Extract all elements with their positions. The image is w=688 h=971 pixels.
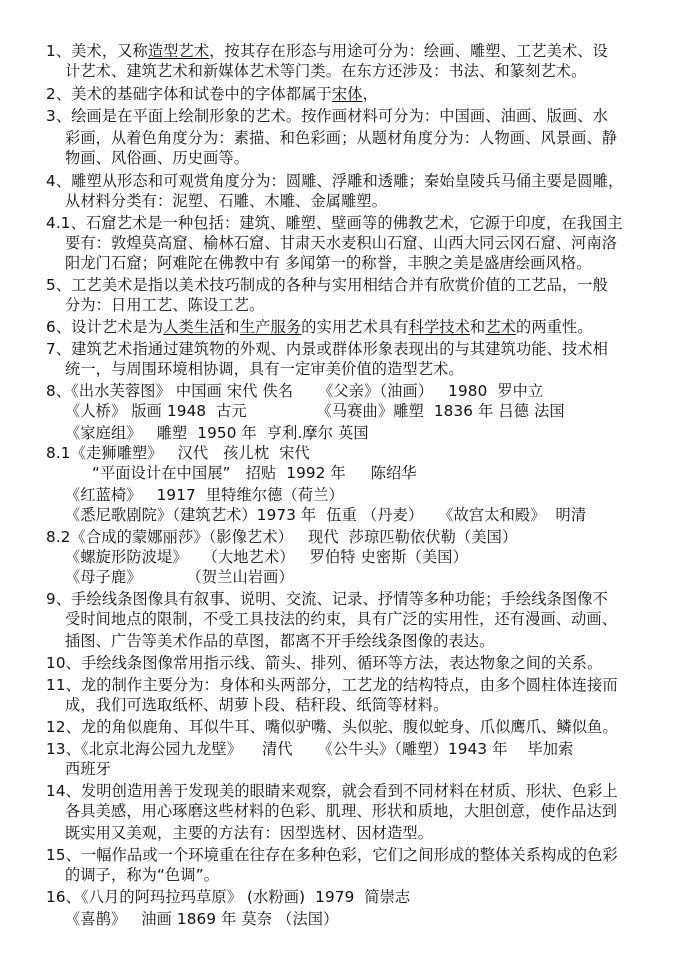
text-line: [65, 505, 586, 525]
text-line: [65, 865, 219, 885]
text-run: 插图、广告等美术作品的草图，都离不开手绘线条图像的表达。: [65, 632, 495, 650]
underlined-term: 宋体: [331, 85, 363, 103]
text-run: 12、龙的角似鹿角、耳似牛耳、嘴似驴嘴、头似驼、腹似蛇身、爪似鹰爪、鳞似鱼。: [46, 718, 618, 736]
text-line: [46, 381, 543, 401]
text-line: [65, 631, 494, 651]
text-run: 分为：日用工艺、陈设工艺。: [65, 296, 265, 314]
text-run: 和: [224, 318, 240, 336]
text-line: [46, 317, 593, 337]
text-line: [46, 739, 573, 759]
text-line: [65, 401, 565, 421]
text-run: 要有：敦煌莫高窟、榆林石窟、甘肃天水麦积山石窟、山西大同云冈石窟、河南洛: [65, 234, 618, 252]
text-run: 10、手绘线条图像常用指示线、箭头、排列、循环等方法，表达物象之间的关系。: [46, 654, 603, 672]
text-line: [46, 717, 618, 737]
text-run: 15、一幅作品或一个环境重在往存在多种色彩，它们之间形成的整体关系构成的色彩: [46, 846, 618, 864]
text-run: 既实用又美观，主要的方法有：因型选材、因材造型。: [65, 824, 434, 842]
text-line: [65, 253, 591, 273]
text-run: 从材料分类有：泥塑、石雕、木雕、金属雕塑。: [65, 192, 388, 210]
text-run: 《家庭组》 雕塑 1950 年 亨利.摩尔 英国: [65, 424, 369, 442]
text-line: [46, 41, 608, 61]
text-line: [46, 781, 618, 801]
text-line: [46, 589, 608, 609]
underlined-term: 艺术: [485, 318, 517, 336]
text-run: 4.1、石窟艺术是一种包括：建筑、雕塑、壁画等的佛教艺术，它源于印度，在我国主: [46, 214, 623, 232]
text-run: 受时间地点的限制，不受工具技法的约束，具有广泛的实用性，还有漫画、动画、: [65, 610, 618, 628]
text-line: [65, 695, 448, 715]
text-run: 7、建筑艺术指通过建筑物的外观、内景或群体形象表现出的与其建筑功能、技术相: [46, 340, 608, 358]
text-run: 《螺旋形防波堤》 （大地艺术） 罗伯特 史密斯（美国）: [65, 548, 468, 566]
text-run: 5、工艺美术是指以美术技巧制成的各种与实用相结合并有欣赏价值的工艺品，一般: [46, 276, 608, 294]
text-run: 和: [469, 318, 486, 336]
text-run: 物画、风俗画、历史画等。: [65, 149, 250, 167]
text-run: 2、美术的基础字体和试卷中的字体都属于: [46, 85, 332, 103]
text-line: [46, 275, 608, 295]
text-line: [65, 148, 249, 168]
underlined-term: 生产服务: [239, 318, 302, 336]
text-run: 《母子鹿》 （贺兰山岩画）: [65, 568, 294, 586]
text-line: [65, 909, 338, 929]
text-run: 的调子，称为“色调”。: [65, 866, 220, 884]
text-run: 3、绘画是在平面上绘制形象的艺术。按作画材料可分为：中国画、油画、版画、水: [46, 107, 608, 125]
text-line: [65, 609, 617, 629]
text-line: [65, 423, 369, 443]
text-line: [65, 295, 264, 315]
text-line: [65, 233, 617, 253]
text-run: 11、龙的制作主要分为：身体和头两部分，工艺龙的结构特点，由多个圆柱体连接而: [46, 676, 618, 694]
text-run: 1、美术，又称: [46, 42, 148, 60]
text-line: [46, 84, 378, 104]
text-run: 各具美感，用心琢磨这些材料的色彩、肌理、形状和质地，大胆创意，使作品达到: [65, 802, 618, 820]
text-line: [46, 845, 618, 865]
text-run: 《人桥》 版画 1948 古元 《马赛曲》雕塑 1836 年 吕德 法国: [65, 402, 565, 420]
text-run: 的实用艺术具有: [301, 318, 409, 336]
text-run: 13、《北京北海公园九龙壁》 清代 《公牛头》（雕塑）1943 年 毕加索: [46, 740, 574, 758]
text-run: 8、《出水芙蓉图》 中国画 宋代 佚名 《父亲》（油画） 1980 罗中立: [46, 382, 544, 400]
text-run: 的两重性。: [516, 318, 593, 336]
text-run: 6、设计艺术是为: [46, 318, 164, 336]
text-run: 16、《八月的阿玛拉玛草原》 (水粉画) 1979 简崇志: [46, 888, 411, 906]
text-line: [46, 653, 602, 673]
underlined-term: 科学技术: [408, 318, 470, 336]
text-line: [46, 675, 618, 695]
text-run: 成，我们可选取纸杯、胡萝卜段、秸秆段、纸筒等材料。: [65, 696, 449, 714]
text-line: [65, 547, 468, 567]
underlined-term: 人类生活: [163, 318, 225, 336]
text-line: [65, 359, 464, 379]
text-line: [46, 527, 517, 547]
text-run: 《悉尼歌剧院》（建筑艺术）1973 年 伍重 （丹麦） 《故宫太和殿》 明清: [65, 506, 587, 524]
text-line: [65, 823, 433, 843]
text-run: ，按其存在形态与用途可分为：绘画、雕塑、工艺美术、设: [209, 42, 608, 60]
text-line: [65, 485, 344, 505]
text-line: [46, 106, 608, 126]
text-line: [65, 759, 111, 779]
text-line: [65, 61, 586, 81]
text-run: 8.2《合成的蒙娜丽莎》（影像艺术） 现代 莎琼匹勒依伏勒（美国）: [46, 528, 518, 546]
text-line: [65, 191, 387, 211]
text-run: ，: [362, 85, 378, 103]
text-run: 阳龙门石窟；阿难陀在佛教中有 多闻第一的称誉，丰腴之美是盛唐绘画风格。: [65, 254, 592, 272]
text-line: [65, 567, 294, 587]
text-run: “平面设计在中国展” 招贴 1992 年 陈绍华: [82, 464, 417, 482]
text-line: [82, 463, 417, 483]
text-run: 《红蓝椅》 1917 里特维尔德（荷兰）: [65, 486, 344, 504]
text-run: 计艺术、建筑艺术和新媒体艺术等门类。在东方还涉及：书法、和篆刻艺术。: [65, 62, 587, 80]
underlined-term: 造型艺术: [147, 42, 210, 60]
text-run: 统一，与周围环境相协调，具有一定审美价值的造型艺术。: [65, 360, 464, 378]
text-run: 14、发明创造用善于发现美的眼睛来观察，就会看到不同材料在材质、形状、色彩上: [46, 782, 618, 800]
text-line: [65, 801, 617, 821]
text-line: [65, 128, 617, 148]
text-line: [46, 339, 608, 359]
text-run: 《喜鹊》 油画 1869 年 莫奈 （法国）: [65, 910, 339, 928]
text-run: 西班牙: [65, 760, 112, 778]
text-run: 9、手绘线条图像具有叙事、说明、交流、记录、抒情等多种功能；手绘线条图像不: [46, 590, 608, 608]
text-line: [46, 171, 623, 191]
text-run: 彩画，从着色角度分为：素描、和色彩画；从题材角度分为：人物画、风景画、静: [65, 129, 618, 147]
text-line: [46, 213, 623, 233]
text-run: 4、雕塑从形态和可观赏角度分为：圆雕、浮雕和透雕；秦始皇陵兵马俑主要是圆雕，: [46, 172, 624, 190]
text-line: [46, 887, 410, 907]
text-line: [46, 443, 310, 463]
text-run: 8.1《走狮雕塑》 汉代 孩儿枕 宋代: [46, 444, 310, 462]
